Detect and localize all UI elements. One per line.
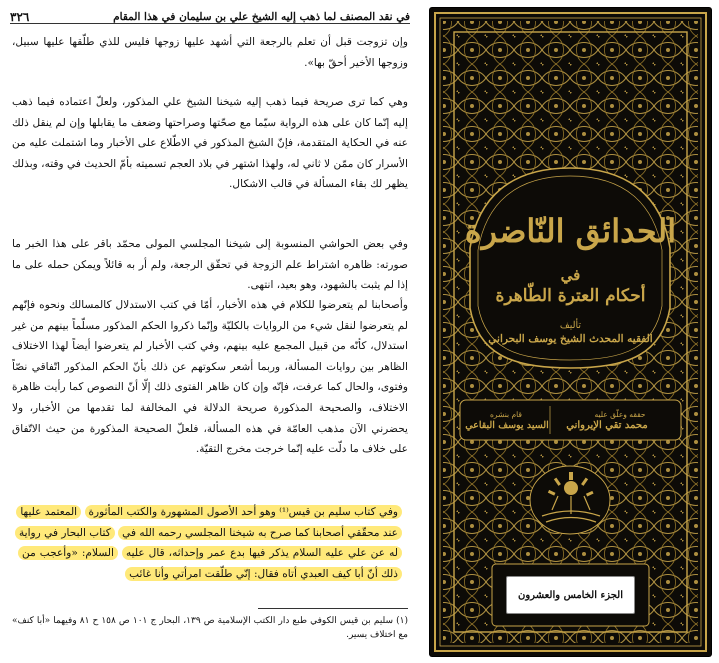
volume-label: الجزء الخامس والعشرون bbox=[506, 576, 635, 614]
publisher-logo-icon bbox=[532, 466, 610, 534]
cover-title-connector: في bbox=[560, 266, 581, 284]
highlighted-paragraph bbox=[12, 498, 408, 590]
highlighted-line: كتاب البحار في رواية له عن علي عليه السلام يذكر فيها بدع عمر وإحداثه، قال عليه bbox=[15, 526, 402, 561]
cover-publisher-name: السيد يوسف البقاعي bbox=[465, 420, 549, 431]
paragraph: وهي كما ترى صريحة فيما ذهب إليه شيخنا الشيخ علي المذكور، ولعلّ اعتماده فيما ذهب إليه إنّما كان على هذه الرواية سيّما مع صحّتها وصراحتها وضعف ما يقابلها وإن لم ينقل ذلك عنه في الحكاية المتقدمة، فإنّ الشيخ المذكور في الاطّلاع على الأخبار وما اشتملت عليه من الأسرار كان ممّن لا ثاني له، ولهذا اشتهر في بلاد العجم تسميته بأمّ الحديث في وقته، وبذلك يظهر لك بقاء المسألة في قالب الاشكال. bbox=[12, 96, 408, 191]
cover-subtitle: أحكام العترة الطّاهرة bbox=[495, 286, 646, 306]
cover-title: الحدائق النّاضرة bbox=[464, 212, 677, 250]
highlighted-line: السلام: «وأعجب من ذلك أنّ أبا كيف العبدي أتاه فقال: إنّي طلّقت امرأتي وأنا غائب bbox=[18, 546, 402, 581]
paragraph: وفي بعض الحواشي المنسوبة إلى شيخنا المجلسي المولى محمّد باقر على هذا الخبر ما صورته: ظاهره اشتراط علم الزوجة في تحقّق الرجعة، ولم أر به قائلاً ويمكن حمله على ما إذا لم يثبت بالشهود، وهو بعيد، انتهى. bbox=[12, 238, 408, 292]
footnote-rule bbox=[258, 608, 408, 609]
highlighted-line: المعتمد عليها عند محقّقي أصحابنا كما صرح به شيخنا المجلسي رحمه الله في bbox=[16, 505, 402, 540]
footnote: (١) سليم بن قيس الكوفي طبع دار الكتب الإسلامية ص ١٣٩، البحار ج ١٠١ ص ١٥٨ ح ٨١ وفيهما «أبا كنف» مع اختلاف يسير. bbox=[12, 616, 408, 640]
cover-authorship-label: تأليف bbox=[559, 320, 582, 331]
cover-ornament bbox=[430, 8, 711, 656]
paragraph: وأصحابنا لم يتعرضوا للكلام في هذه الأخبار، أمّا في كتب الاستدلال كالمسالك ونحوه فإنّهم لم يتعرضوا لنقل شيء من الروايات بالكليّة وإنّما ذكروا الحكم المذكور مسلّماً بينهم من غير استدلال، كأنّه من قبيل المجمع عليه بينهم، وفي كتب الأخبار لم يتعرضوا أيضاً لهذا الاختلاف الظاهر بين روايات المسألة، وربما أشعر سكوتهم عن ذلك بأنّ الحكم المذكور اتّفاقي نصّاً وفتوى، والحال كما عرفت، فإنّه وإن كان ظاهر الفتوى ذلك إلّا أنّ النصوص كما رأيت ظاهرة الاختلاف، والصحيحة المذكورة صريحة الدلالة في المخالفة لما تقدمها من الأخبار، ولا يحضرني الآن مذهب العامّة في هذه المسألة، فلعلّ الصحيحة المذكورة من حيث الاتّفاق على خلاف ما دلّت عليه إنّما خرجت مخرج التقيّة. bbox=[12, 299, 408, 456]
cover-author: الفقيه المحدث الشيخ يوسف البحراني bbox=[488, 333, 653, 345]
paragraph: وإن تزوجت قبل أن تعلم بالرجعة التي أشهد عليها زوجها فليس للذي طلّقها عليها سبيل، وزوجها الأخير أحقّ بها». bbox=[12, 36, 408, 69]
page-number: ٣٢٦ bbox=[10, 10, 30, 24]
cover-board bbox=[430, 8, 711, 656]
highlighted-line: وفي كتاب سليم بن قيس⁽¹⁾ وهو أحد الأصول المشهورة والكتب المأثورة bbox=[85, 505, 403, 519]
cover-editor-name: محمد تقي الإيرواني bbox=[566, 420, 648, 431]
book-cover bbox=[418, 0, 719, 663]
header-rule bbox=[10, 23, 410, 24]
cover-publisher-label: قام بنشره bbox=[489, 410, 522, 419]
cover-editor-label: حققه وعلّق عليه bbox=[594, 410, 646, 419]
running-header-title: في نقد المصنف لما ذهب إليه الشيخ علي بن سليمان في هذا المقام bbox=[113, 11, 410, 23]
